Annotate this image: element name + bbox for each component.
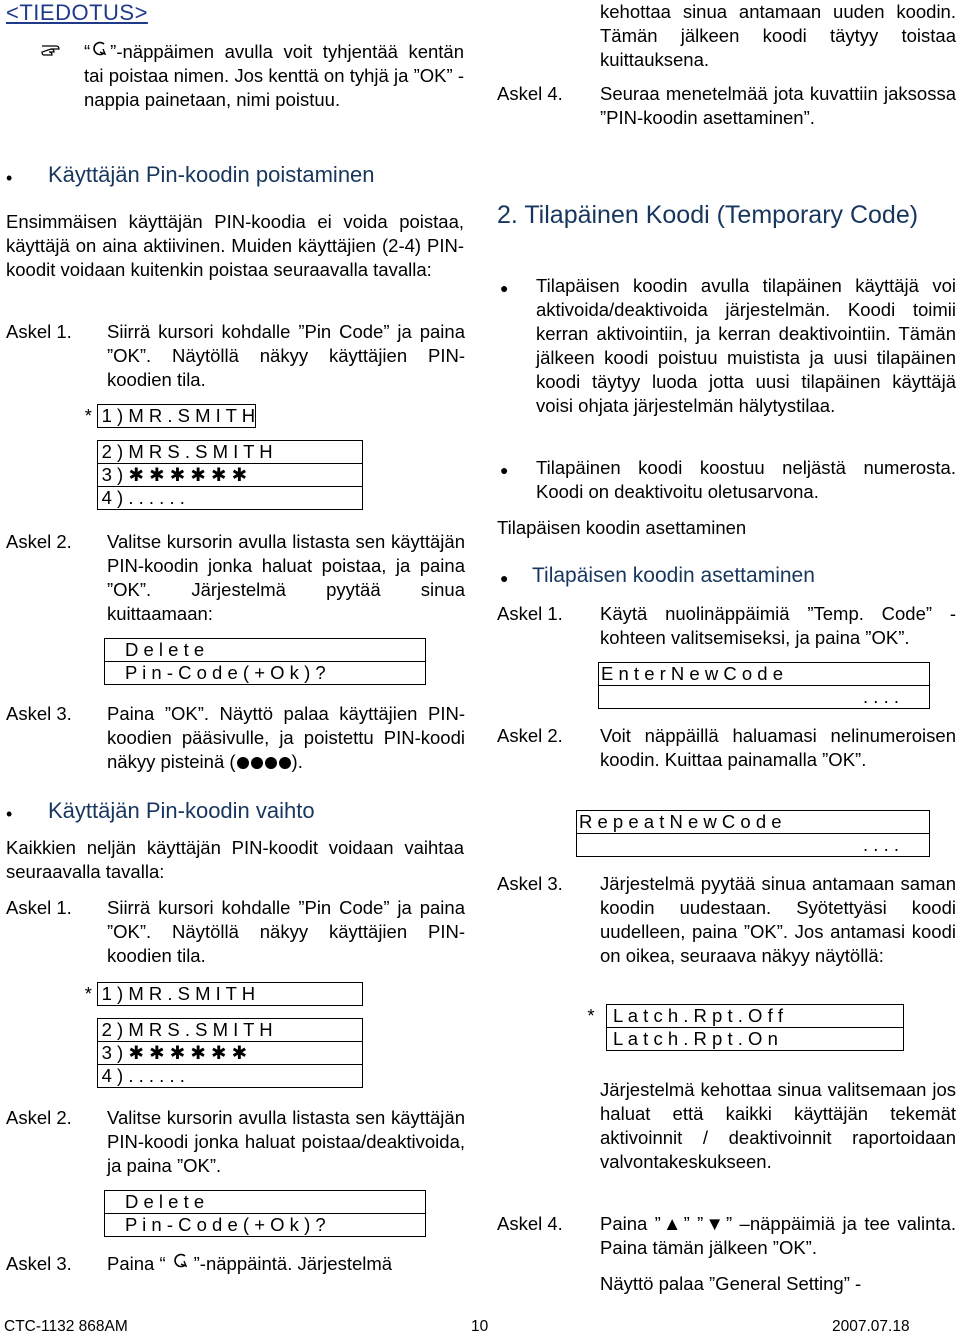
lcd-users-table-2b: [80, 1018, 363, 1088]
lcd-delete-table: [104, 638, 426, 685]
cursor-star: *: [587, 1005, 595, 1026]
step-text: Käytä nuolinäppäimiä ”Temp. Code” -kohteen valitsemiseksi, ja paina ”OK”.: [600, 603, 956, 648]
arrow-up-icon: ▲: [660, 1213, 684, 1234]
footer-date: 2007.07.18: [832, 1318, 910, 1335]
step-label: Askel 3.: [6, 703, 72, 724]
lcd-delete-table-2: [104, 1190, 426, 1237]
clear-key-icon: [166, 1252, 194, 1276]
step-text: Voit näppäillä haluamasi nelinumeroisen koodin. Kuittaa painamalla ”OK”.: [600, 725, 956, 770]
cursor-star: *: [84, 983, 92, 1004]
step-text: Paina “ ”-näppäintä. Järjestelmä: [107, 1253, 393, 1274]
lcd-row: 1 ) M R . S M I T H: [97, 983, 362, 1006]
bullet-dot: ●: [500, 462, 509, 478]
lcd-users-table-b: [80, 440, 363, 510]
lcd-row: 4 ) . . . . . .: [97, 1065, 362, 1088]
after-latch-text: Järjestelmä kehottaa sinua valitsemaan jos haluat että kaikki käyttäjän tekemät aktivoinnit / deaktivoinnit raportoidaan valvontakeskukseen.: [600, 1079, 956, 1172]
step-text: Järjestelmä pyytää sinua antamaan saman koodin uudestaan. Syötettyäsi koodi uudelleen, paina ”OK”. Jos antamasi koodi on oikea, seuraava näkyy näytöllä:: [600, 873, 956, 966]
footer-page-number: 10: [471, 1318, 489, 1335]
intro-text: “ ”-näppäimen avulla voit tyhjentää kentän tai poistaa nimen. Jos kenttä on tyhjä ja ”OK” -nappia painetaan, nimi poistuu.: [84, 41, 464, 110]
lcd-users-table: [80, 404, 256, 428]
bullet-dot: •: [6, 168, 13, 188]
lcd-row: E n t e r N e w C o d e: [599, 663, 930, 686]
lcd-row: . . . .: [599, 686, 930, 709]
clear-key-icon: [90, 40, 110, 64]
step-text: Paina ”▲” ”▼” –näppäimiä ja tee valinta. Paina tämän jälkeen ”OK”.: [600, 1213, 957, 1258]
section-heading-change: Käyttäjän Pin-koodin vaihto: [48, 798, 315, 823]
lcd-row: 4 ) . . . . . .: [97, 487, 362, 510]
lcd-row: . . . .: [577, 834, 930, 857]
section-heading-temp: 2. Tilapäinen Koodi (Temporary Code): [497, 201, 919, 229]
last-text: Näyttö palaa ”General Setting” -: [600, 1273, 862, 1294]
lcd-repeat-table: [576, 810, 930, 857]
section2-para: Kaikkien neljän käyttäjän PIN-koodit voidaan vaihtaa seuraavalla tavalla:: [6, 837, 464, 882]
lcd-row: D e l e t e: [105, 639, 426, 662]
sub-heading: Tilapäisen koodin asettaminen: [532, 564, 815, 587]
lcd-users-table-2: [80, 982, 363, 1006]
lcd-row: 2 ) M R S . S M I T H: [97, 1019, 362, 1042]
lcd-row: L a t c h . R p t . O f f: [607, 1005, 904, 1028]
step-label: Askel 2.: [6, 1107, 72, 1128]
bullet-dot: ●: [500, 570, 509, 586]
lcd-row: P i n - C o d e ( + O k ) ?: [105, 662, 426, 685]
lcd-row: 3 ) ✱ ✱ ✱ ✱ ✱ ✱: [97, 1042, 362, 1065]
dots-icon: [236, 751, 292, 772]
step-label: Askel 4.: [497, 1213, 563, 1234]
bullet-dot: ●: [500, 280, 509, 296]
lcd-row: 3 ) ✱ ✱ ✱ ✱ ✱ ✱: [97, 464, 362, 487]
lcd-row: 1 ) M R . S M I T H: [97, 405, 256, 428]
right-top-text: kehottaa sinua antamaan uuden koodin. Tämän jälkeen koodi täytyy toistaa kuittauksena.: [600, 1, 956, 70]
bullet-dot: •: [6, 804, 13, 824]
section1-para: Ensimmäisen käyttäjän PIN-koodia ei voida poistaa, käyttäjä on aina aktiivinen. Muiden käyttäjien (2-4) PIN-koodit voidaan kuitenkin poistaa seuraavalla tavalla:: [6, 211, 464, 280]
cursor-star: *: [84, 405, 92, 426]
lcd-row: L a t c h . R p t . O n: [607, 1028, 904, 1051]
sub-title: Tilapäisen koodin asettaminen: [497, 517, 747, 538]
arrow-down-icon: ▼: [703, 1213, 727, 1234]
step-label: Askel 4.: [497, 83, 563, 104]
step-label: Askel 1.: [497, 603, 563, 624]
step-text: Paina ”OK”. Näyttö palaa käyttäjien PIN-koodien pääsivulle, ja poistettu PIN-koodi näkyy pisteinä ( ).: [107, 703, 465, 772]
step-label: Askel 3.: [497, 873, 563, 894]
bullet-text: Tilapäinen koodi koostuu neljästä numerosta. Koodi on deaktivoitu oletusarvona.: [536, 457, 956, 502]
step-label: Askel 1.: [6, 897, 72, 918]
step-text: Seuraa menetelmää jota kuvattiin jaksossa ”PIN-koodin asettaminen”.: [600, 83, 956, 128]
lcd-latch-table: [576, 1004, 904, 1051]
lcd-row: R e p e a t N e w C o d e: [577, 811, 930, 834]
lcd-row: D e l e t e: [105, 1191, 426, 1214]
tiedotus-link[interactable]: <TIEDOTUS>: [6, 0, 148, 25]
step-label: Askel 2.: [497, 725, 563, 746]
step-text: Valitse kursorin avulla listasta sen käyttäjän PIN-koodin jonka haluat poistaa, ja paina ”OK”. Järjestelmä pyytää sinua kuittaamaan:: [107, 531, 465, 624]
lcd-row: P i n - C o d e ( + O k ) ?: [105, 1214, 426, 1237]
step-label: Askel 2.: [6, 531, 72, 552]
step-label: Askel 1.: [6, 321, 72, 342]
step-text: Siirrä kursori kohdalle ”Pin Code” ja paina ”OK”. Näytöllä näkyy käyttäjien PIN-koodien tila.: [107, 897, 465, 966]
pointing-hand-icon: [40, 38, 66, 58]
bullet-text: Tilapäisen koodin avulla tilapäinen käyttäjä voi aktivoida/deaktivoida järjestelmän. Koodi toimii kerran aktivointiin, ja kerran deaktivointiin. Tämän jälkeen koodi poistuu muistista ja uusi tilapäinen koodi täytyy luoda jotta uusi tilapäinen käyttäjä voisi ohjata järjestelmän hälytystilaa.: [536, 275, 956, 416]
lcd-enter-table: [598, 662, 930, 709]
footer-model: CTC-1132 868AM: [4, 1318, 128, 1335]
lcd-row: 2 ) M R S . S M I T H: [97, 441, 362, 464]
step-text: Siirrä kursori kohdalle ”Pin Code” ja paina ”OK”. Näytöllä näkyy käyttäjien PIN-koodien tila.: [107, 321, 465, 390]
step-label: Askel 3.: [6, 1253, 72, 1274]
step-text: Valitse kursorin avulla listasta sen käyttäjän PIN-koodi jonka haluat poistaa/deaktivoida, ja paina ”OK”.: [107, 1107, 465, 1176]
section-heading-delete: Käyttäjän Pin-koodin poistaminen: [48, 162, 375, 187]
